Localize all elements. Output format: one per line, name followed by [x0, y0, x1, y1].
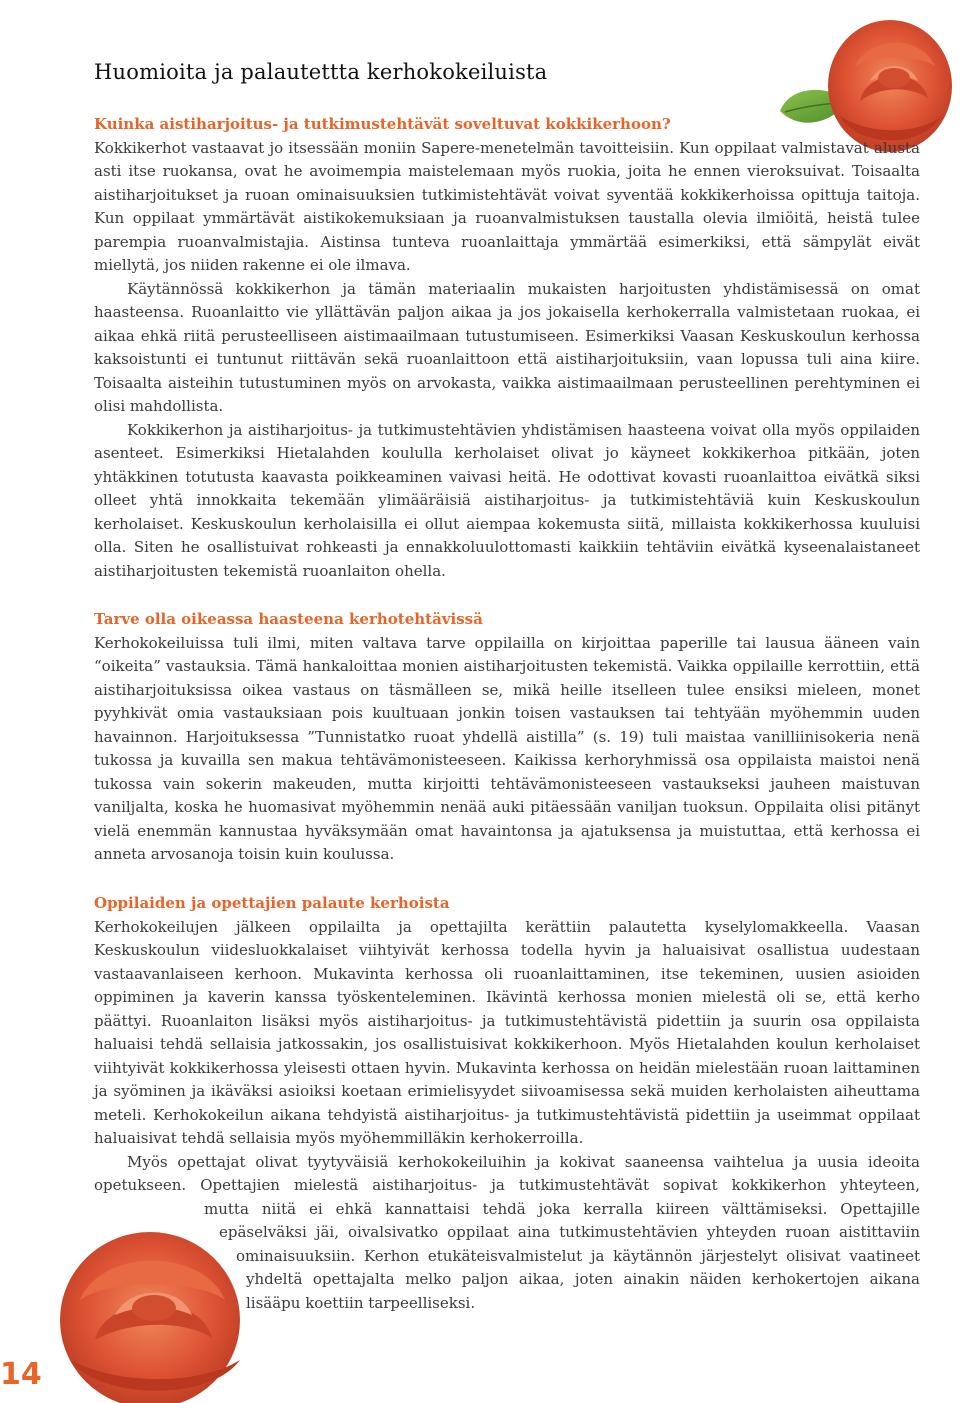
- paragraph-line: lisääpu koettiin tarpeelliseksi.: [246, 1293, 476, 1312]
- paragraph: Kerhokokeilujen jälkeen oppilailta ja opettajilta kerättiin palautetta kyselylomakkeella. Vaasan Keskuskoulun viidesluokkalaiset viihtyivät kerhossa todella hyvin ja haluaisivat osallistua uudestaan vastaavanlaiseen kerhoon. Mukavinta kerhossa oli ruoanlaittaminen, itse tekeminen, uusien asioiden oppiminen ja kaverin kanssa työskenteleminen. Ikävintä kerhossa monien mielestä oli se, että kerho päättyi. Ruoanlaiton lisäksi myös aistiharjoitus- ja tutkimustehtävistä pidettiin ja suurin osa oppilaista haluaisi tehdä sellaisia jatkossakin, jos osallistuisivat kokkikerhoon. Myös Hietalahden koulun kerholaiset viihtyivät kokkikerhossa yleisesti ottaen hyvin. Mukavinta kerhossa on heidän mielestään ruoan laittaminen ja syöminen ja ikäväksi asioiksi koetaan erimielisyydet siivoamisessa sekä muiden kerholaisten aiheuttama meteli. Kerhokokeilun aikana tehdyistä aistiharjoitus- ja tutkimustehtävistä pidettiin ja useimmat oppilaat haluaisivat tehdä sellaisia myös myöhemmilläkin kerhokerroilla.: [94, 917, 920, 1147]
- page-title: Huomioita ja palautettta kerhokokeiluista: [94, 60, 548, 84]
- paragraph-line: opetukseen. Opettajien mielestä aistiharjoitus- ja tutkimustehtävät sopivat kokkikerhon yhteyteen,: [94, 1176, 920, 1194]
- paragraph: Käytännössä kokkikerhon ja tämän materiaalin mukaisten harjoitusten yhdistämisessä on omat haasteensa. Ruoanlaitto vie yllättävän paljon aikaa ja jos jokaisella kerhokerralla valmistetaan ruokaa, ei aikaa ehkä riitä perusteelliseen aistimaailmaan tutustumiseen. Esimerkiksi Vaasan Keskuskoulun kerhossa kaksoistunti ei tuntunut riittävän sekä ruoanlaittoon että aistiharjoituksiin, vaan lopussa tuli aina kiire. Toisaalta aisteihin tutustuminen myös on arvokasta, vaikka aistimaailmaan perusteellinen perehtyminen ei olisi mahdollista.: [94, 279, 920, 415]
- section-heading: Oppilaiden ja opettajien palaute kerhoista: [94, 894, 450, 912]
- paragraph: Kokkikerhon ja aistiharjoitus- ja tutkimustehtävien yhdistämisen haasteena voivat olla myös oppilaiden asenteet. Esimerkiksi Hietalahden koululla kerholaiset olivat jo käyneet kokkikerhoa pitkään, joten yhtäkkinen totutusta kaavasta poikkeaminen vaivasi heitä. He odottivat kovasti ruoanlaittoa eivätkä siksi olleet yhtä innokkaita tekemään ylimääräisiä aistiharjoitus- ja tutkimistehtäviä kuin Keskuskoulun kerholaiset. Keskuskoulun kerholaisilla ei ollut aiempaa kokemusta siitä, millaista kokkikerhossa kuuluisi olla. Siten he osallistuivat rohkeasti ja ennakkoluulottomasti kaikkiin tehtäviin eivätkä kyseenalaistaneet aistiharjoitusten tekemistä ruoanlaiton ohella.: [94, 420, 920, 580]
- paragraph-line: epäselväksi jäi, oivalsivatko oppilaat aina tutkimustehtävien yhteyden ruoan aistittaviin: [219, 1223, 920, 1241]
- paragraph: Kokkikerhot vastaavat jo itsessään moniin Sapere-menetelmän tavoitteisiin. Kun oppilaat valmistavat alusta asti itse ruokansa, ovat he avoimempia maistelemaan myös ruokia, joita he ennen vieroksuivat. Toisaalta aistiharjoitukset ja ruoan ominaisuuksien tutkimistehtävät voivat syventää kokkikerhoissa opittuja taitoja. Kun oppilaat ymmärtävät aistikokemuksiaan ja ruoanvalmistuksen taustalla olevia ilmiöitä, heistä tulee parempia ruoanvalmistajia. Aistinsa tunteva ruoanlaittaja ymmärtää esimerkiksi, että sämpylät eivät miellytä, jos niiden rakenne ei ole ilmava.: [94, 138, 920, 274]
- paragraph-line: mutta niitä ei ehkä kannattaisi tehdä joka kerralla kiireen välttämiseksi. Opettajille: [204, 1199, 920, 1218]
- rose-illustration-bottom: [40, 1180, 260, 1403]
- section-heading: Tarve olla oikeassa haasteena kerhotehtävissä: [94, 610, 483, 628]
- section-need-to-be-right: [94, 608, 920, 867]
- section-sensory-tasks: [94, 113, 920, 583]
- section-heading: Kuinka aistiharjoitus- ja tutkimustehtävät soveltuvat kokkikerhoon?: [94, 115, 671, 133]
- page-number: 14: [0, 1357, 42, 1392]
- paragraph-line: yhdeltä opettajalta melko paljon aikaa, joten ainakin näiden kerhokertojen aikana: [246, 1270, 920, 1288]
- paragraph-line: ominaisuuksiin. Kerhon etukäteisvalmistelut ja käytännön järjestelyt olisivat vaatineet: [236, 1246, 920, 1265]
- paragraph: Kerhokokeiluissa tuli ilmi, miten valtava tarve oppilailla on kirjoittaa paperille tai lausua ääneen vain “oikeita” vastauksia. Tämä hankaloittaa monien aistiharjoitusten tekemistä. Vaikka oppilaille kerrottiin, että aistiharjoituksissa oikea vastaus on täsmälleen se, mikä heille itselleen tulee ensiksi mieleen, monet pyyhkivät omia vastauksiaan pois kuultuaan jonkin toisen vastauksen tai tehtyään myöhemmin uuden havainnon. Harjoituksessa ”Tunnistatko ruoat yhdellä aistilla” (s. 19) tuli maistaa vanilliinisokeria nenä tukossa ja kuvailla sen makua tehtävämonisteeseen. Kaikissa kerhoryhmissä osa oppilaista maistoi nenä tukossa vain sokerin makeuden, mutta kirjoitti tehtävämonisteeseen vastaukseksi jauheen maistuvan vaniljalta, koska he huomasivat myöhemmin nenää auki pitäessään vaniljan tuoksun. Oppilaita olisi pitänyt vielä enemmän kannustaa hyväksymään omat havaintonsa ja ajatuksensa ja muistuttaa, että kerhossa ei anneta arvosanoja toisin kuin koulussa.: [94, 633, 920, 863]
- paragraph-line: Myös opettajat olivat tyytyväisiä kerhokokeiluihin ja kokivat saaneensa vaihtelua ja uusia ideoita: [127, 1152, 920, 1171]
